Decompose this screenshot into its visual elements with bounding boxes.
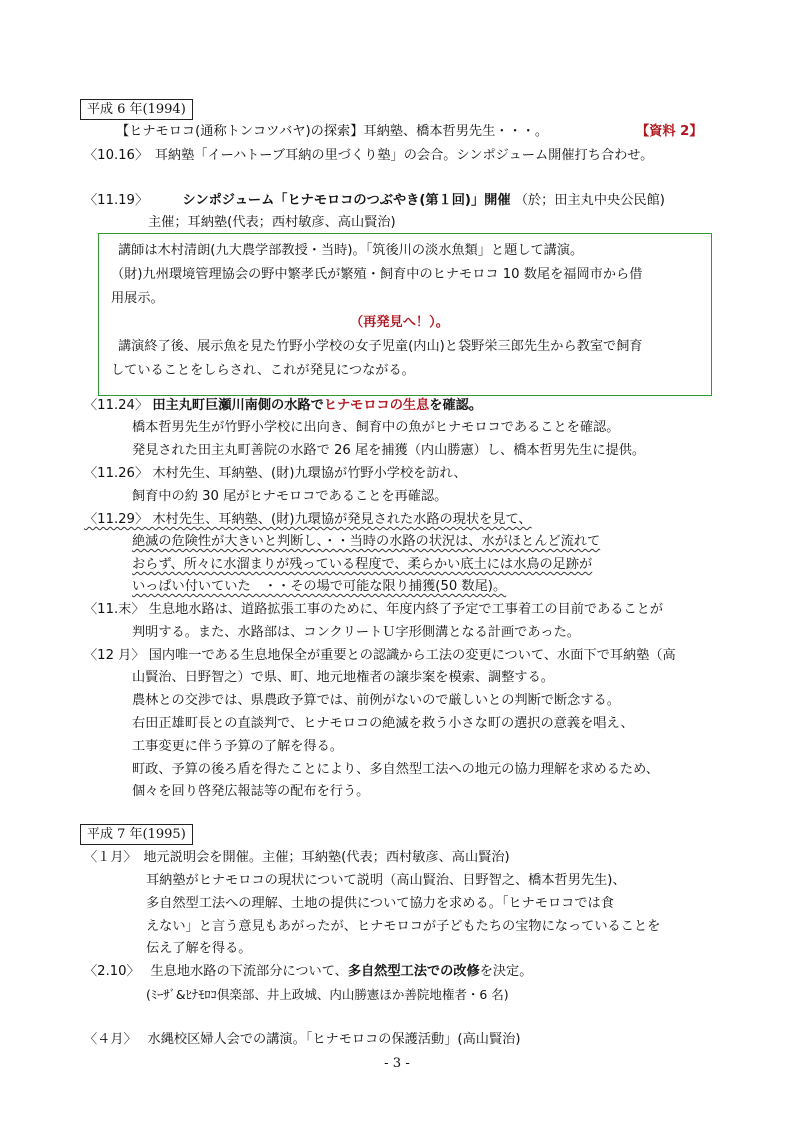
entry-line: おらず、所々に水溜まりが残っている程度で、柔らかい底土には水鳥の足跡が <box>132 557 593 572</box>
section-header: 【ヒナモロコ(通称トンコツバヤ)の探索】耳納塾、橋本哲男先生・・・。 <box>116 124 549 139</box>
entry-line: (ﾐｰｻﾞ&ﾋﾅﾓﾛｺ倶楽部、井上政城、内山勝憲ほか善院地権者・6 名) <box>146 987 509 1002</box>
entry-line: 工事変更に伴う予算の了解を得る。 <box>132 739 343 754</box>
entry-line: 橋本哲男先生が竹野小学校に出向き、飼育中の魚がヒナモロコであることを確認。 <box>132 420 620 435</box>
symposium-host: 主催；耳納塾(代表；西村敏彦、高山賢治) <box>148 215 396 230</box>
entry-line: いっぱい付いていた ・・その場で可能な限り捕獲(50 数尾)。 <box>132 579 507 594</box>
entry-2-10: 〈2.10〉 生息地水路の下流部分について、多自然型工法での改修を決定。 <box>84 964 533 979</box>
box-line: 講演終了後、展示魚を見た竹野小学校の女子児童(内山)と袋野栄三郎先生から教室で飼育 <box>118 339 643 354</box>
entry-line: 農林との交渉では、県農政予算では、前例がないので厳しいとの判断で断念する。 <box>132 693 620 708</box>
entry-line: 絶滅の危険性が大きいと判断し、・・当時の水路の状況は、水がほとんど流れて <box>132 534 601 549</box>
entry-10-16: 〈10.16〉 耳納塾「イーハトーブ耳納の里づくり塾」の会合。シンポジューム開催打ち合わせ。 <box>84 148 654 163</box>
entry-line: 飼育中の約 30 尾がヒナモロコであることを再確認。 <box>132 489 448 504</box>
year-heading-1995: 平成 7 年(1995) <box>80 824 193 845</box>
rediscovery-note: （再発見へ！）。 <box>350 315 449 330</box>
entry-11-end: 〈11.末〉 生息地水路は、道路拡張工事のために、年度内終了予定で工事着工の目前であることが <box>84 602 664 617</box>
habitat-confirm-highlight: ヒナモロコの生息 <box>323 398 430 413</box>
method-decision-highlight: 多自然型工法での改修 <box>347 964 480 979</box>
entry-line: 耳納塾がヒナモロコの現状について説明（高山賢治、日野智之、橋本哲男先生)、 <box>146 873 626 888</box>
reference-label: 【資料 2】 <box>636 124 703 139</box>
entry-4: 〈４月〉 水縄校区婦人会での講演。「ヒナモロコの保護活動」(高山賢治) <box>84 1032 521 1047</box>
page-number: - 3 - <box>384 1056 410 1071</box>
box-line: していることをしらされ、これが発見につながる。 <box>111 363 415 378</box>
entry-line: 発見された田主丸町善院の水路で 26 尾を捕獲（内山勝憲）し、橋本哲男先生に提供。 <box>132 443 646 458</box>
box-line: （財)九州環境管理協会の野中繁孝氏が繁殖・飼育中のヒナモロコ 10 数尾を福岡市から借 <box>111 267 643 282</box>
box-line: 用展示。 <box>111 291 164 306</box>
entry-line: 右田正雄町長との直談判で、ヒナモロコの絶滅を救う小さな町の選択の意義を唱え、 <box>132 716 634 731</box>
entry-11-29: 〈11.29〉 木村先生、耳納塾、(財)九環協が発見された水路の現状を見て、 <box>84 512 532 527</box>
entry-line: 多自然型工法への理解、土地の提供について協力を求める。「ヒナモロコでは食 <box>146 896 614 911</box>
entry-line: 個々を回り啓発広報誌等の配布を行う。 <box>132 784 370 799</box>
entry-12: 〈12 月〉 国内唯一である生息地保全が重要との認識から工法の変更について、水面下で耳納塾（高 <box>84 648 676 663</box>
box-line: 講師は木村清朗(九大農学部教授・当時)。「筑後川の淡水魚類」と題して講演。 <box>118 243 584 258</box>
entry-11-24: 〈11.24〉 田主丸町巨瀬川南側の水路でヒナモロコの生息を確認。 <box>84 398 483 413</box>
symposium-title: シンポジューム「ヒナモロコのつぶやき(第１回)」開催 <box>182 193 511 208</box>
year-heading-1994: 平成 6 年(1994) <box>80 99 193 120</box>
entry-line: 山賢治、日野智之）で県、町、地元地権者の譲歩案を模索、調整する。 <box>132 670 554 685</box>
entry-line: 判明する。また、水路部は、コンクリートＵ字形側溝となる計画であった。 <box>132 625 580 640</box>
entry-11-26: 〈11.26〉 木村先生、耳納塾、(財)九環協が竹野小学校を訪れ、 <box>84 466 467 481</box>
entry-1: 〈１月〉 地元説明会を開催。主催；耳納塾(代表；西村敏彦、高山賢治) <box>84 850 510 865</box>
entry-11-19 <box>84 192 665 210</box>
entry-line: 町政、予算の後ろ盾を得たことにより、多自然型工法への地元の協力理解を求めるため、 <box>132 762 659 777</box>
entry-date: 〈11.19〉 <box>84 193 149 208</box>
symposium-place: （於；田主丸中央公民館) <box>514 193 665 208</box>
entry-line: えない」と言う意見もあがったが、ヒナモロコが子どもたちの宝物になっていることを <box>146 919 661 934</box>
entry-line: 伝え了解を得る。 <box>146 941 252 956</box>
